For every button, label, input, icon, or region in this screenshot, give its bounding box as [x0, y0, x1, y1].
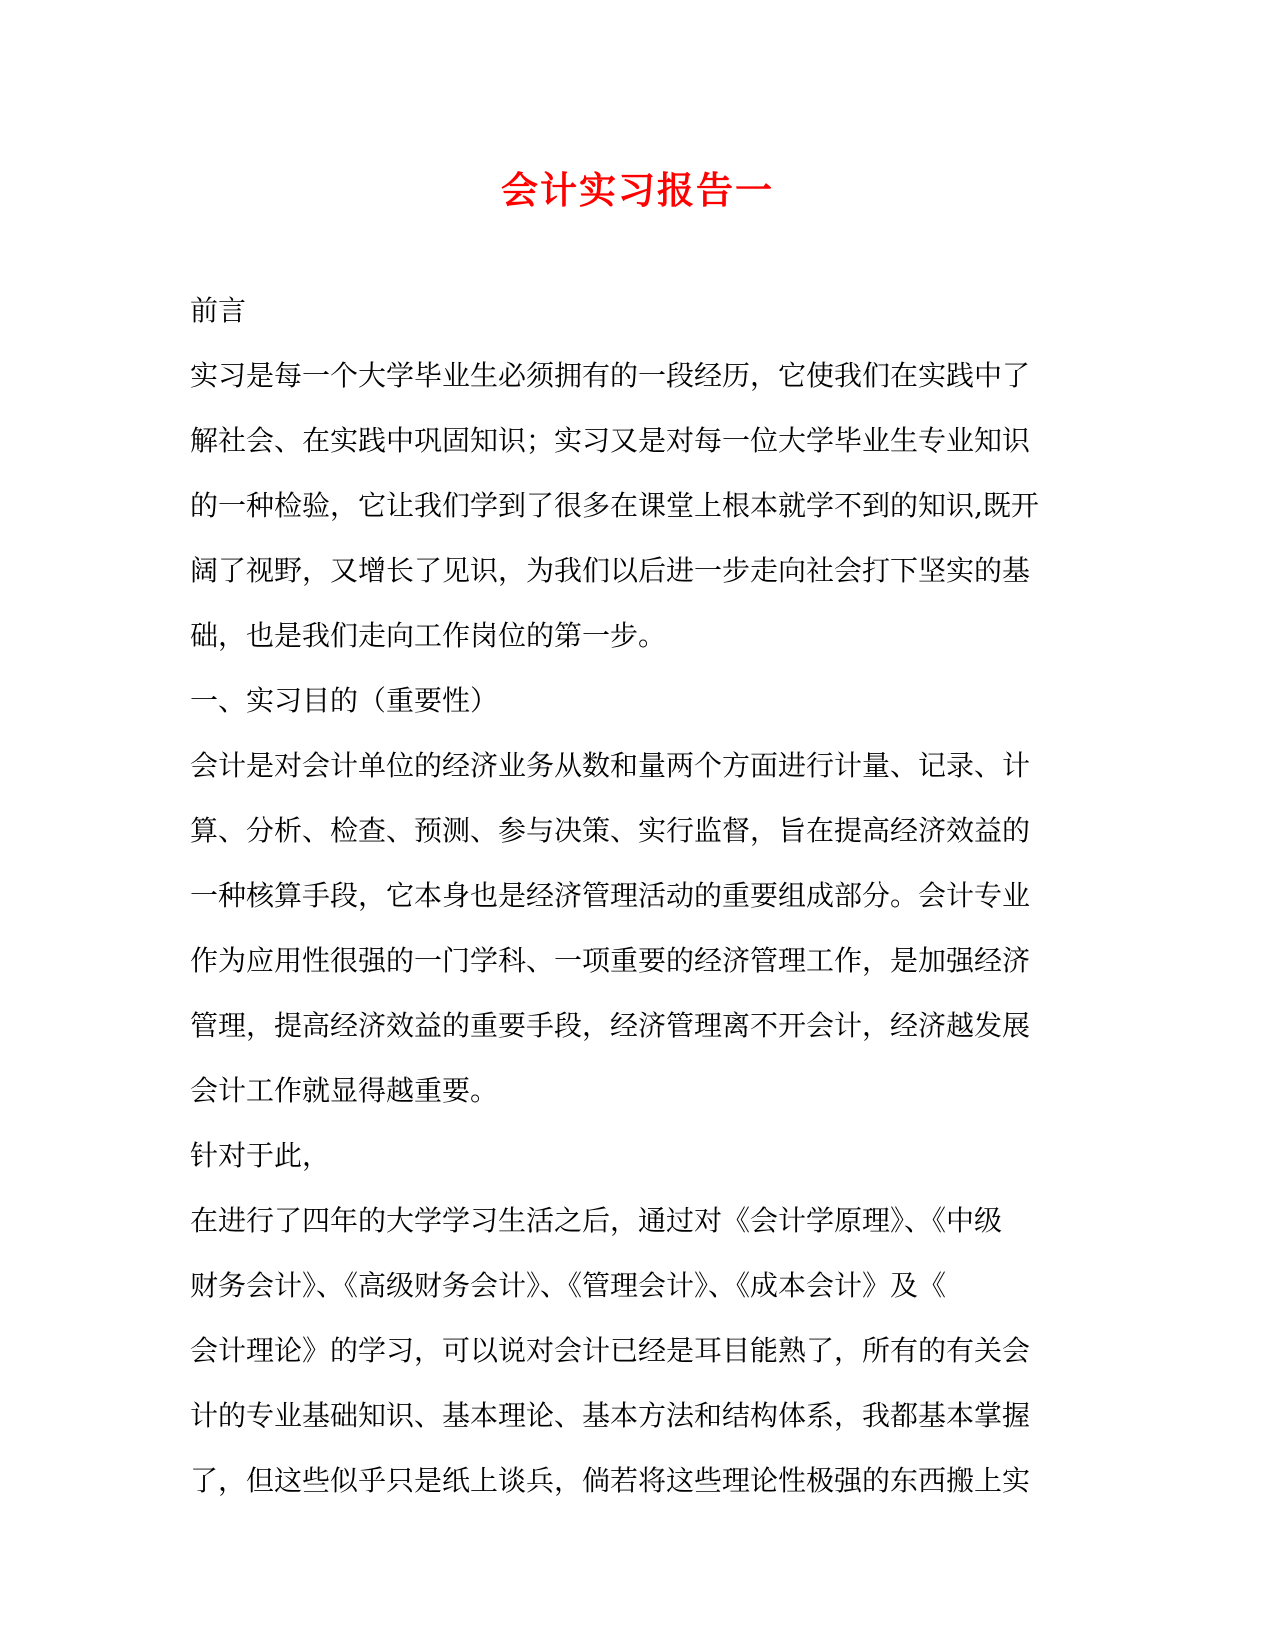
text-line: 了，但这些似乎只是纸上谈兵，倘若将这些理论性极强的东西搬上实 — [190, 1464, 1031, 1497]
text-line: 会计理论》的学习，可以说对会计已经是耳目能熟了，所有的有关会 — [190, 1334, 1031, 1367]
text-line: 管理，提高经济效益的重要手段，经济管理离不开会计，经济越发展 — [190, 1009, 1031, 1042]
text-line: 前言 — [190, 294, 247, 327]
document-title: 会计实习报告一 — [501, 168, 774, 212]
text-line: 在进行了四年的大学学习生活之后，通过对《会计学原理》、《中级 — [190, 1204, 1003, 1237]
section-heading: 一、实习目的（重要性） — [190, 684, 499, 717]
text-line: 解社会、在实践中巩固知识；实习又是对每一位大学毕业生专业知识 — [190, 424, 1031, 457]
text-line: 针对于此， — [190, 1139, 331, 1172]
text-line: 算、分析、检查、预测、参与决策、实行监督，旨在提高经济效益的 — [190, 814, 1031, 847]
text-line: 作为应用性很强的一门学科、一项重要的经济管理工作，是加强经济 — [190, 944, 1031, 977]
text-line: 会计是对会计单位的经济业务从数和量两个方面进行计量、记录、计 — [190, 749, 1031, 782]
text-line: 阔了视野，又增长了见识，为我们以后进一步走向社会打下坚实的基 — [190, 554, 1031, 587]
text-line: 计的专业基础知识、基本理论、基本方法和结构体系，我都基本掌握 — [190, 1399, 1031, 1432]
text-line: 实习是每一个大学毕业生必须拥有的一段经历，它使我们在实践中了 — [190, 359, 1031, 392]
text-line: 础，也是我们走向工作岗位的第一步。 — [190, 619, 667, 652]
text-line: 财务会计》、《高级财务会计》、《管理会计》、《成本会计》及《 — [190, 1269, 947, 1302]
text-line: 的一种检验，它让我们学到了很多在课堂上根本就学不到的知识,既开 — [190, 489, 1039, 522]
text-line: 会计工作就显得越重要。 — [190, 1074, 499, 1107]
document-body — [190, 278, 1090, 1513]
text-line: 一种核算手段，它本身也是经济管理活动的重要组成部分。会计专业 — [190, 879, 1031, 912]
